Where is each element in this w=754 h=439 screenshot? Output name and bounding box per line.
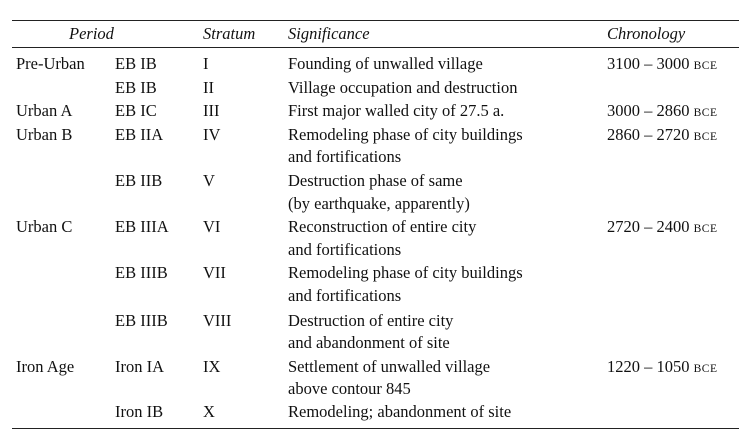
header-period: Period — [69, 24, 114, 43]
phase-cell: EB IIB — [115, 171, 163, 190]
stratum-cell: IX — [203, 357, 221, 376]
table-top-rule — [12, 20, 739, 21]
period-cell: Urban A — [16, 101, 73, 120]
significance-line: and abandonment of site — [288, 333, 450, 352]
significance-line: First major walled city of 27.5 a. — [288, 101, 505, 120]
era-suffix: BCE — [693, 223, 718, 235]
period-cell: Pre-Urban — [16, 54, 85, 73]
era-suffix: BCE — [693, 131, 718, 143]
chronology-range: 2860 – 2720 — [607, 125, 690, 144]
significance-line: (by earthquake, apparently) — [288, 194, 470, 213]
stratum-cell: VI — [203, 217, 221, 236]
significance-line: Reconstruction of entire city — [288, 217, 477, 236]
significance-line: Settlement of unwalled village — [288, 357, 491, 376]
stratum-cell: IV — [203, 125, 221, 144]
significance-line: and fortifications — [288, 286, 402, 305]
stratum-cell: III — [203, 101, 220, 120]
table-bottom-rule — [12, 428, 739, 429]
era-suffix: BCE — [693, 60, 718, 72]
header-chronology: Chronology — [607, 24, 686, 43]
chronology-range: 2720 – 2400 — [607, 217, 690, 236]
period-cell: Urban C — [16, 217, 73, 236]
stratum-cell: X — [203, 402, 215, 421]
significance-line: Remodeling phase of city buildings — [288, 125, 523, 144]
significance-line: Destruction phase of same — [288, 171, 463, 190]
phase-cell: EB IB — [115, 54, 157, 73]
chronology-cell — [607, 100, 718, 124]
stratum-cell: V — [203, 171, 215, 190]
phase-cell: EB IIIB — [115, 263, 168, 282]
era-suffix: BCE — [693, 107, 718, 119]
stratum-cell: VIII — [203, 311, 232, 330]
phase-cell: EB IIIB — [115, 311, 168, 330]
significance-line: Village occupation and destruction — [288, 78, 518, 97]
chronology-cell — [607, 124, 718, 148]
chronology-range: 1220 – 1050 — [607, 357, 690, 376]
chronology-cell — [607, 216, 718, 240]
chronology-cell — [607, 356, 718, 380]
period-cell: Iron Age — [16, 357, 75, 376]
phase-cell: EB IIIA — [115, 217, 169, 236]
significance-line: and fortifications — [288, 240, 402, 259]
significance-line: Founding of unwalled village — [288, 54, 483, 73]
significance-line: Remodeling; abandonment of site — [288, 402, 512, 421]
phase-cell: EB IIA — [115, 125, 164, 144]
significance-line: above contour 845 — [288, 379, 411, 398]
chronology-range: 3000 – 2860 — [607, 101, 690, 120]
header-significance: Significance — [288, 24, 370, 43]
phase-cell: Iron IA — [115, 357, 165, 376]
significance-line: and fortifications — [288, 147, 402, 166]
stratum-cell: VII — [203, 263, 226, 282]
significance-line: Remodeling phase of city buildings — [288, 263, 523, 282]
phase-cell: EB IB — [115, 78, 157, 97]
header-stratum: Stratum — [203, 24, 256, 43]
stratum-cell: II — [203, 78, 214, 97]
phase-cell: EB IC — [115, 101, 157, 120]
significance-line: Destruction of entire city — [288, 311, 454, 330]
stratum-cell: I — [203, 54, 209, 73]
era-suffix: BCE — [693, 363, 718, 375]
period-cell: Urban B — [16, 125, 73, 144]
header-rule — [12, 47, 739, 48]
chronology-cell — [607, 53, 718, 77]
chronology-range: 3100 – 3000 — [607, 54, 690, 73]
phase-cell: Iron IB — [115, 402, 164, 421]
